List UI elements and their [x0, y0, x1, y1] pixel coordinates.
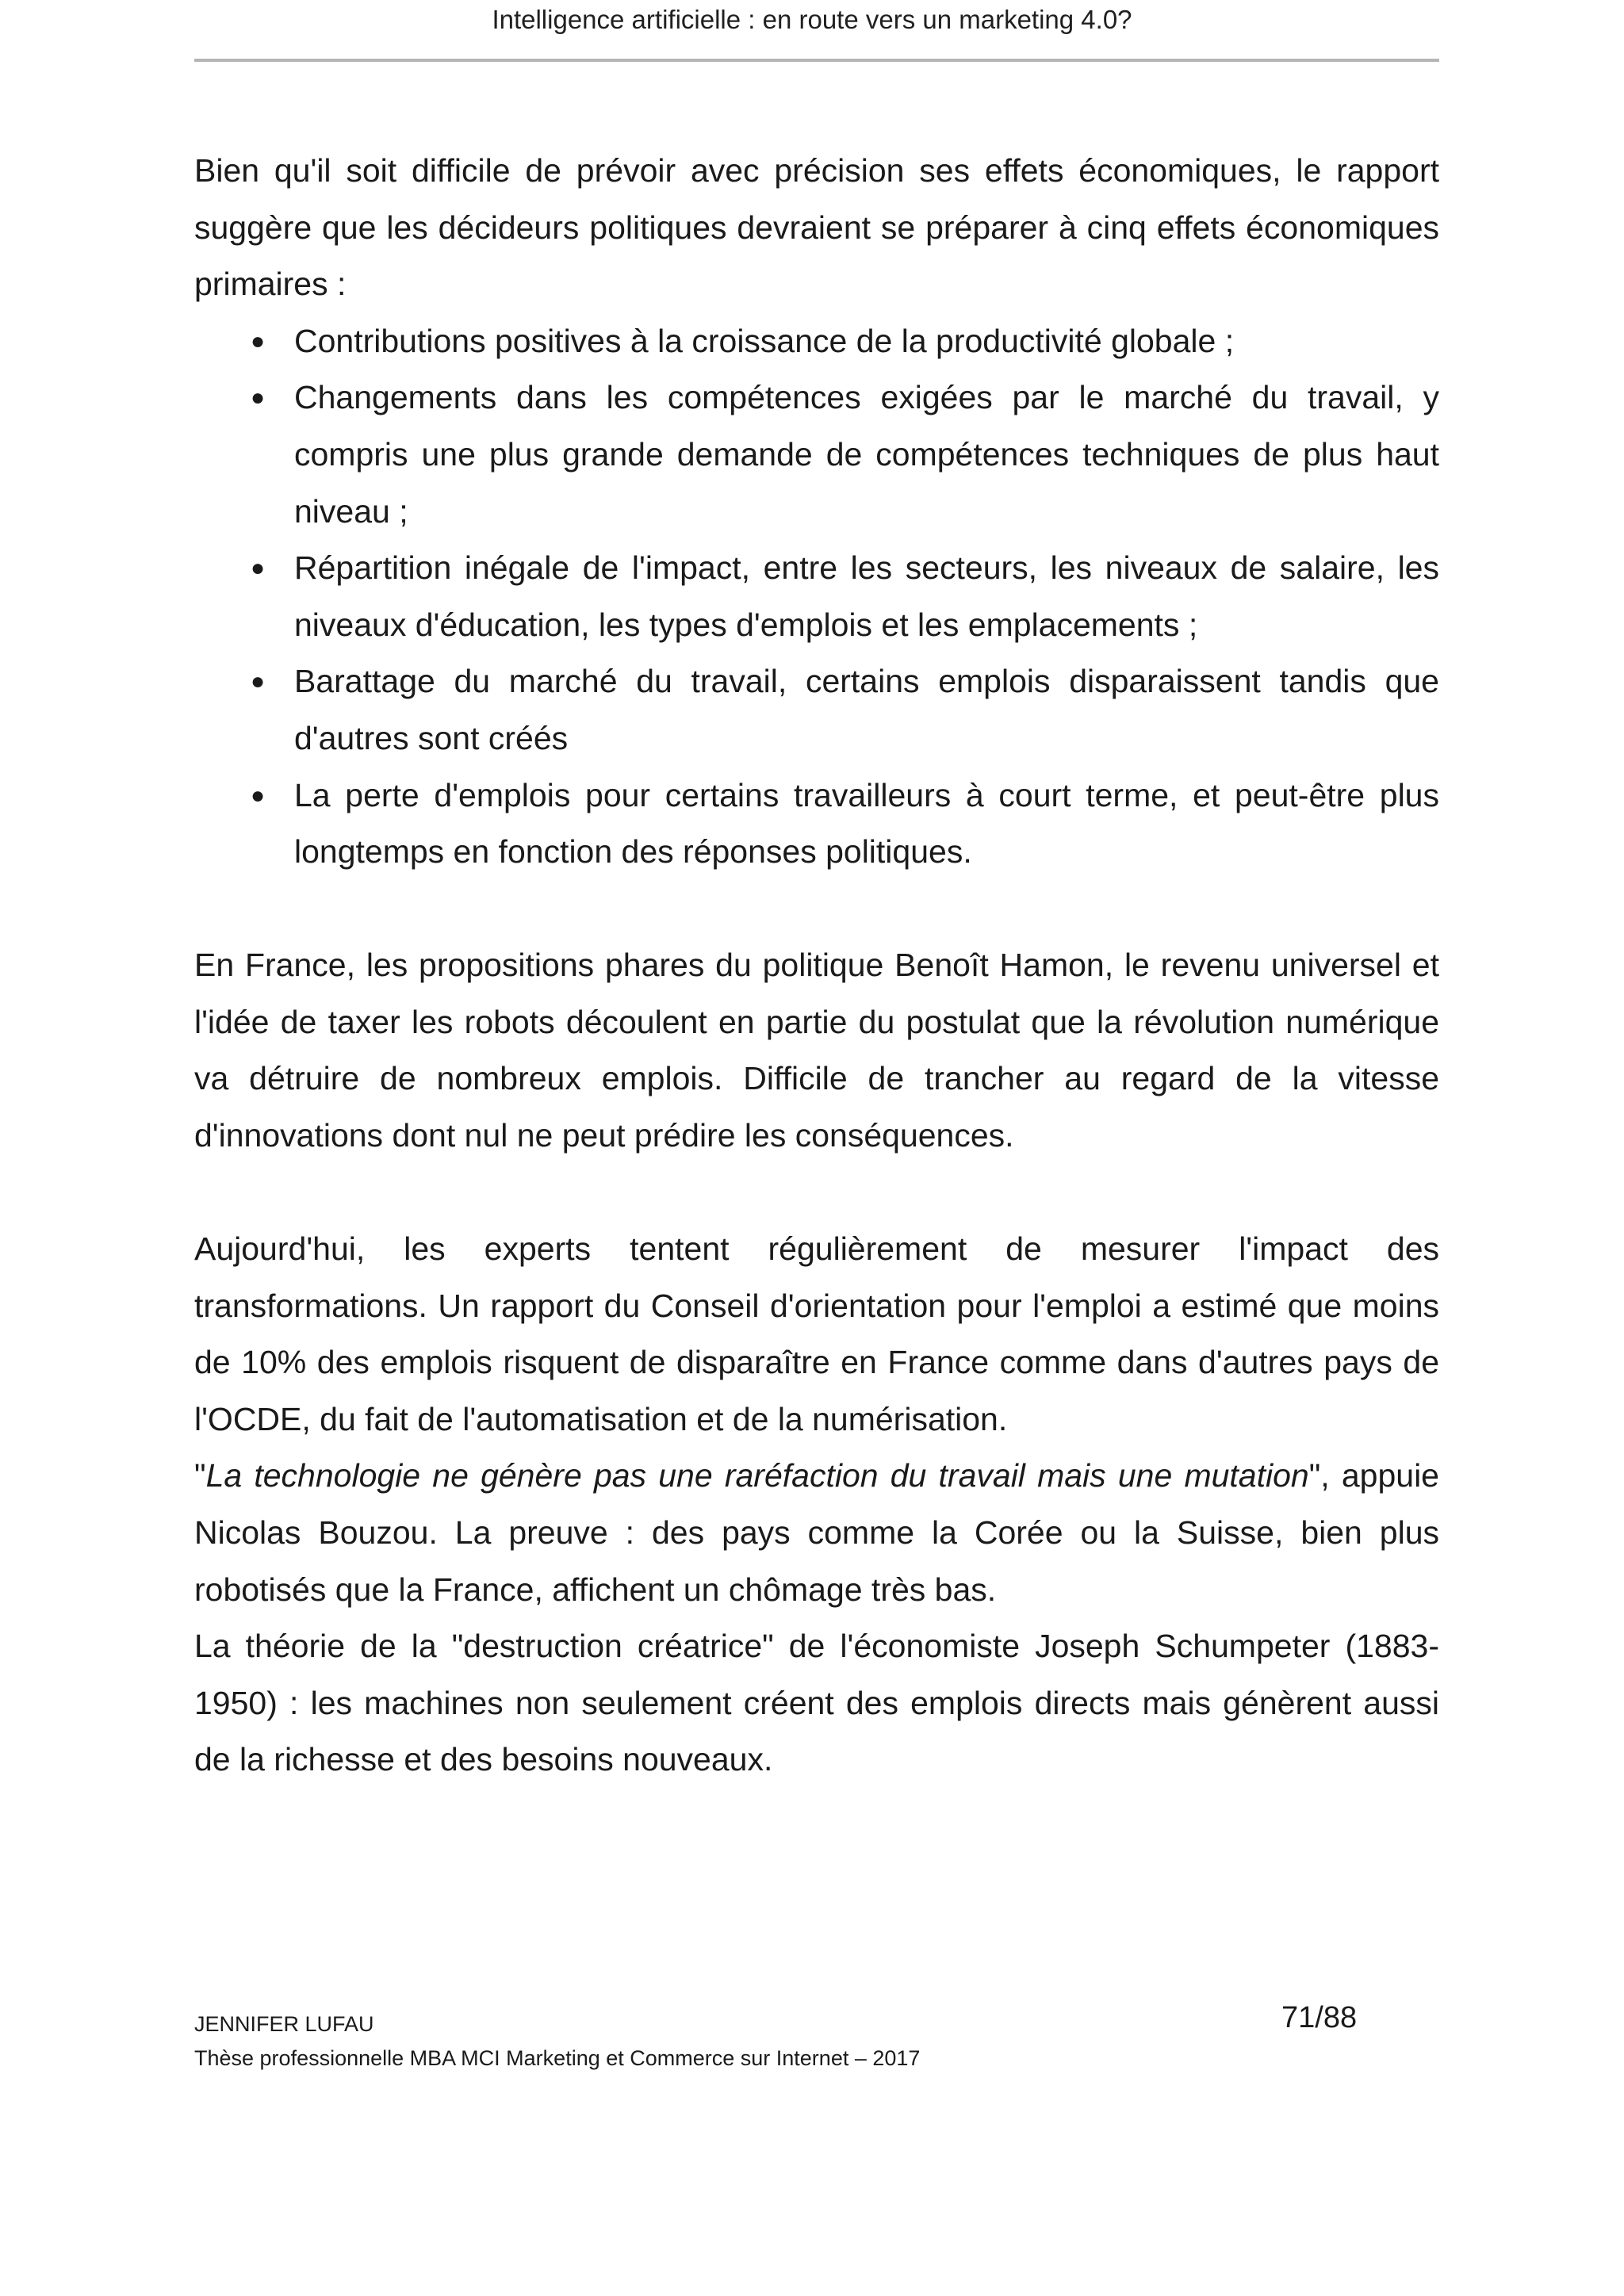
france-paragraph: En France, les propositions phares du politique Benoît Hamon, le revenu universel et l'idée de taxer les robots découlent en partie du postulat que la révolution numérique va détruire de nombreux emplois. Difficile de trancher au regard de la vitesse d'innovations dont nul ne peut prédire les conséquences. — [194, 947, 1439, 1154]
today-paragraph: Aujourd'hui, les experts tentent régulièrement de mesurer l'impact des transformations. Un rapport du Conseil d'orientation pour l'emploi a estimé que moins de 10% des emplois risquent de disparaître en France comme dans d'autres pays de l'OCDE, du fait de l'automatisation et de la numérisation. — [194, 1230, 1439, 1437]
bullet-icon: ● — [250, 327, 266, 354]
list-item-text: Répartition inégale de l'impact, entre les secteurs, les niveaux de salaire, les niveaux d'éducation, les types d'emplois et les emplacements ; — [294, 549, 1439, 643]
list-item — [194, 767, 1439, 881]
quote-open: " — [194, 1457, 206, 1494]
economic-effects-list — [194, 313, 1439, 881]
footer-author: JENNIFER LUFAU — [194, 2012, 374, 2036]
list-item — [194, 313, 1439, 370]
list-item-text: La perte d'emplois pour certains travailleurs à court terme, et peut-être plus longtemps en fonction des réponses politiques. — [294, 776, 1439, 871]
intro-section — [194, 143, 1439, 881]
list-item — [194, 653, 1439, 767]
list-item — [194, 540, 1439, 653]
list-item — [194, 369, 1439, 540]
page-number: 71/88 — [1281, 2001, 1358, 2034]
list-item-text: Changements dans les compétences exigées par le marché du travail, y compris une plus grande demande de compétences techniques de plus haut niveau ; — [294, 379, 1439, 530]
bullet-icon: ● — [250, 385, 266, 411]
list-item-text: Barattage du marché du travail, certains emplois disparaissent tandis que d'autres sont créés — [294, 663, 1439, 756]
today-section — [194, 1221, 1439, 1789]
header-divider — [194, 59, 1439, 62]
bullet-icon: ● — [250, 668, 266, 695]
bouzou-quote-paragraph — [194, 1448, 1439, 1618]
intro-paragraph: Bien qu'il soit difficile de prévoir avec précision ses effets économiques, le rapport suggère que les décideurs politiques devraient se préparer à cinq effets économiques primaires : — [194, 152, 1439, 303]
france-section — [194, 937, 1439, 1164]
bullet-icon: ● — [250, 555, 266, 582]
running-header-title: Intelligence artificielle : en route vers un marketing 4.0? — [492, 5, 1132, 34]
schumpeter-paragraph: La théorie de la "destruction créatrice" de l'économiste Joseph Schumpeter (1883-1950) : les machines non seulement créent des emplois directs mais génèrent aussi de la richesse et des besoins nouveaux. — [194, 1628, 1439, 1778]
quote-italic: La technologie ne génère pas une raréfaction du travail mais une mutation — [205, 1457, 1309, 1494]
quote-rest: ", appuie Nicolas Bouzou. La preuve : des pays comme la Corée ou la Suisse, bien plus robotisés que la France, affichent un chômage très bas. — [194, 1457, 1439, 1608]
footer-thesis-title: Thèse professionnelle MBA MCI Marketing et Commerce sur Internet – 2017 — [194, 2046, 921, 2070]
list-item-text: Contributions positives à la croissance de la productivité globale ; — [294, 322, 1235, 359]
bullet-icon: ● — [250, 782, 266, 809]
